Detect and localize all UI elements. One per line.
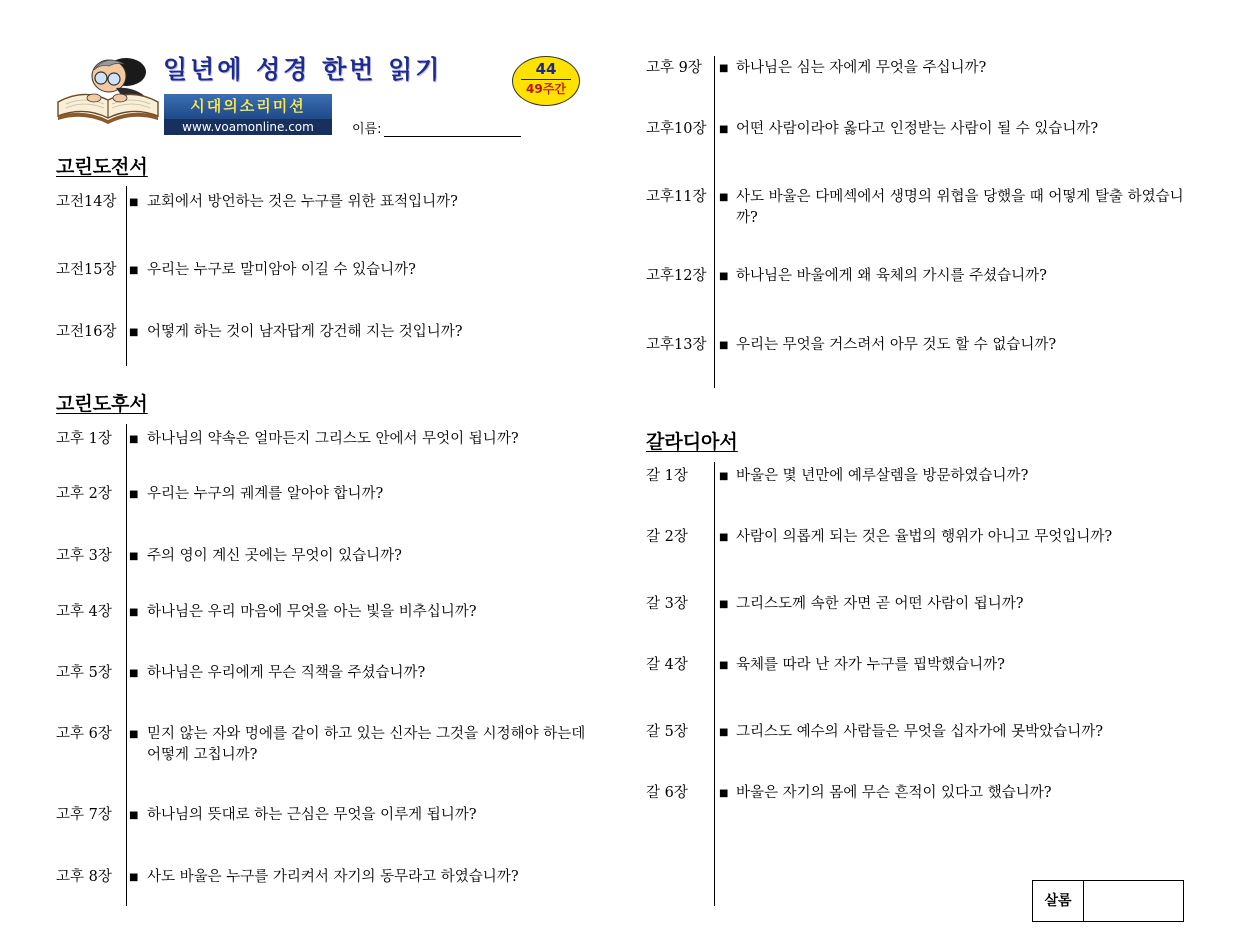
question-item — [646, 335, 1201, 356]
question-text: 어떻게 하는 것이 남자답게 강건해 지는 것입니까? — [147, 324, 463, 340]
bullet-icon: ■ — [129, 489, 139, 500]
question-item — [56, 546, 586, 567]
chapter-ref: 고전15장 — [56, 262, 117, 278]
chapter-ref: 고후11장 — [646, 189, 707, 205]
chapter-ref: 고후 4장 — [56, 604, 112, 620]
badge-week: 49주간 — [526, 82, 566, 96]
bullet-icon: ■ — [719, 532, 729, 543]
bullet-icon: ■ — [129, 197, 139, 208]
question-item — [56, 602, 586, 623]
question-text: 믿지 않는 자와 멍에를 같이 하고 있는 신자는 그것을 시정해야 하는데 어떻게 고칩니까? — [147, 726, 586, 763]
question-text: 하나님은 바울에게 왜 육체의 가시를 주셨습니까? — [736, 268, 1047, 284]
bullet-icon: ■ — [129, 729, 139, 740]
question-item — [56, 260, 596, 281]
section-title-cor1: 고린도전서 — [56, 156, 148, 178]
chapter-ref: 고후 5장 — [56, 665, 112, 681]
question-item — [646, 527, 1201, 548]
signature-box — [1032, 880, 1184, 922]
badge-divider — [521, 79, 571, 80]
question-text: 우리는 무엇을 거스려서 아무 것도 할 수 없습니까? — [736, 337, 1057, 353]
bullet-icon: ■ — [719, 471, 729, 482]
chapter-ref: 갈 3장 — [646, 596, 688, 612]
bullet-icon: ■ — [719, 271, 729, 282]
question-text: 주의 영이 계신 곳에는 무엇이 있습니까? — [147, 548, 402, 564]
week-badge — [512, 56, 580, 106]
chapter-ref: 고전14장 — [56, 194, 117, 210]
bullet-icon: ■ — [129, 434, 139, 445]
reading-man-icon — [54, 52, 160, 124]
name-label: 이름: — [352, 122, 382, 137]
question-text: 어떤 사람이라야 옳다고 인정받는 사람이 될 수 있습니까? — [736, 121, 1099, 137]
page-title: 일년에 성경 한번 읽기 — [163, 55, 443, 84]
signature-area[interactable] — [1084, 881, 1183, 921]
question-text: 그리스도 예수의 사람들은 무엇을 십자가에 못박았습니까? — [736, 724, 1103, 740]
brand-url: www.voamonline.com — [164, 119, 332, 135]
question-item — [56, 484, 586, 505]
chapter-ref: 갈 2장 — [646, 529, 688, 545]
question-item — [646, 266, 1201, 287]
question-item — [56, 724, 586, 766]
bullet-icon: ■ — [719, 599, 729, 610]
question-item — [646, 655, 1201, 676]
chapter-ref: 고후 6장 — [56, 726, 112, 742]
question-text: 육체를 따라 난 자가 누구를 핍박했습니까? — [736, 657, 1005, 673]
question-text: 사람이 의롭게 되는 것은 율법의 행위가 아니고 무엇입니까? — [736, 529, 1113, 545]
bullet-icon: ■ — [719, 788, 729, 799]
question-text: 바울은 자기의 몸에 무슨 흔적이 있다고 했습니까? — [736, 785, 1052, 801]
bullet-icon: ■ — [129, 810, 139, 821]
question-item — [646, 187, 1201, 229]
question-text: 사도 바울은 다메섹에서 생명의 위협을 당했을 때 어떻게 탈출 하였습니까? — [736, 189, 1184, 226]
chapter-ref: 고후 2장 — [56, 486, 112, 502]
question-text: 우리는 누구로 말미암아 이길 수 있습니까? — [147, 262, 416, 278]
question-item — [56, 805, 586, 826]
question-text: 그리스도께 속한 자면 곧 어떤 사람이 됩니까? — [736, 596, 1024, 612]
question-item — [646, 58, 1201, 79]
section-title-cor2: 고린도후서 — [56, 393, 148, 415]
bullet-icon: ■ — [129, 551, 139, 562]
section-title-gal: 갈라디아서 — [646, 431, 738, 453]
question-item — [646, 783, 1201, 804]
chapter-ref: 고후10장 — [646, 121, 707, 137]
question-text: 우리는 누구의 궤계를 알아야 합니까? — [147, 486, 384, 502]
question-text: 하나님은 우리에게 무슨 직책을 주셨습니까? — [147, 665, 426, 681]
name-field[interactable] — [352, 118, 521, 137]
question-item — [56, 663, 586, 684]
bullet-icon: ■ — [719, 192, 729, 203]
question-text: 하나님은 우리 마음에 무엇을 아는 빛을 비추십니까? — [147, 604, 477, 620]
chapter-ref: 고후 7장 — [56, 807, 112, 823]
chapter-ref: 갈 4장 — [646, 657, 688, 673]
brand-logo — [164, 94, 332, 135]
bullet-icon: ■ — [129, 668, 139, 679]
question-text: 바울은 몇 년만에 예루살렘을 방문하였습니까? — [736, 468, 1029, 484]
badge-number: 44 — [535, 60, 557, 78]
question-item — [56, 322, 596, 343]
question-item — [56, 429, 586, 450]
bullet-icon: ■ — [129, 265, 139, 276]
bullet-icon: ■ — [719, 124, 729, 135]
bullet-icon: ■ — [129, 327, 139, 338]
name-blank-line[interactable] — [384, 122, 521, 137]
chapter-ref: 고후 8장 — [56, 869, 112, 885]
bullet-icon: ■ — [129, 607, 139, 618]
bullet-icon: ■ — [719, 63, 729, 74]
question-item — [646, 594, 1201, 615]
question-item — [56, 192, 596, 213]
chapter-ref: 갈 5장 — [646, 724, 688, 740]
chapter-ref: 고후 9장 — [646, 60, 702, 76]
chapter-ref: 갈 6장 — [646, 785, 688, 801]
question-item — [646, 722, 1201, 743]
brand-name: 시대의소리미션 — [164, 94, 332, 119]
chapter-ref: 갈 1장 — [646, 468, 688, 484]
chapter-ref: 고후 1장 — [56, 431, 112, 447]
bullet-icon: ■ — [719, 660, 729, 671]
bullet-icon: ■ — [719, 340, 729, 351]
chapter-ref: 고후 3장 — [56, 548, 112, 564]
question-text: 하나님의 뜻대로 하는 근심은 무엇을 이루게 됩니까? — [147, 807, 477, 823]
bullet-icon: ■ — [129, 872, 139, 883]
question-text: 하나님의 약속은 얼마든지 그리스도 안에서 무엇이 됩니까? — [147, 431, 519, 447]
question-item — [646, 119, 1201, 140]
question-item — [56, 867, 586, 888]
chapter-ref: 고후13장 — [646, 337, 707, 353]
signature-label: 살롬 — [1033, 881, 1084, 921]
chapter-ref: 고전16장 — [56, 324, 117, 340]
bullet-icon: ■ — [719, 727, 729, 738]
question-text: 하나님은 심는 자에게 무엇을 주십니까? — [736, 60, 987, 76]
question-text: 교회에서 방언하는 것은 누구를 위한 표적입니까? — [147, 194, 458, 210]
chapter-ref: 고후12장 — [646, 268, 707, 284]
question-text: 사도 바울은 누구를 가리켜서 자기의 동무라고 하였습니까? — [147, 869, 519, 885]
question-item — [646, 466, 1201, 487]
